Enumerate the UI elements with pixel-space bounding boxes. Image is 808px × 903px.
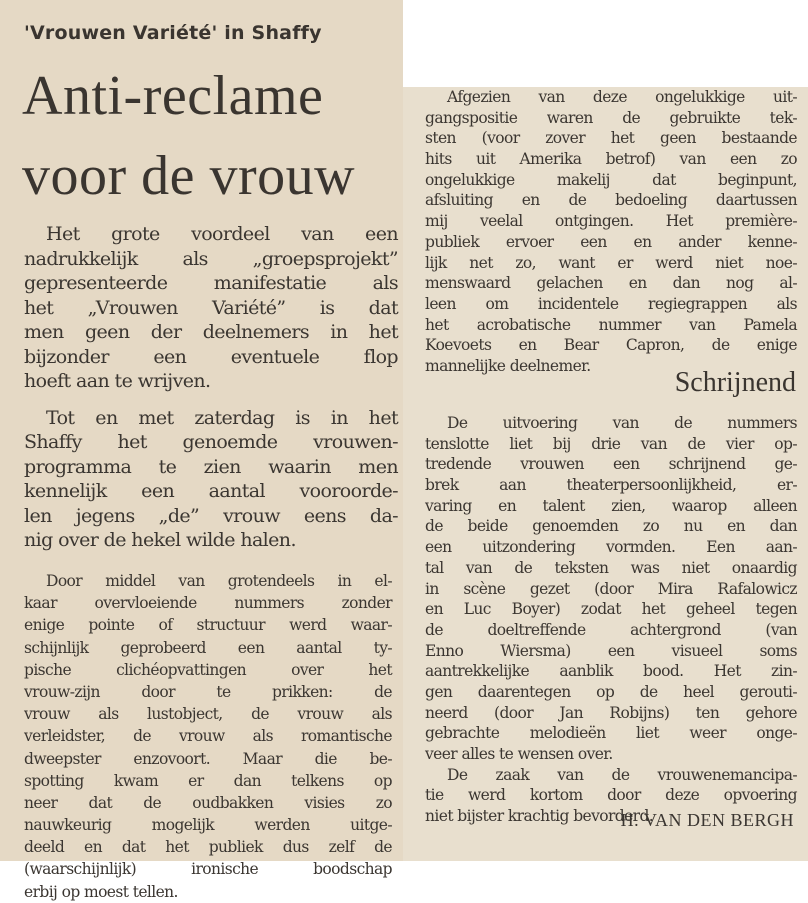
text-line: sten (voor zover het geen bestaande: [425, 129, 797, 148]
text-line: nauwkeurig mogelijk werden uitge-: [24, 816, 392, 835]
text-line: kennelijk een aantal vooroorde-: [24, 480, 398, 502]
text-line: kaar overvloeiende nummers zonder: [24, 594, 392, 613]
text-line: Door middel van grotendeels in el-: [46, 572, 392, 590]
text-line: spotting kwam er dan telkens op: [24, 771, 392, 790]
text-line: het „Vrouwen Variété” is dat: [24, 296, 398, 319]
text-line: veer alles te wensen over.: [425, 745, 613, 763]
right-body-text: [425, 87, 797, 377]
text-line: de beide genoemden zo nu en dan: [425, 517, 797, 536]
intro-text: [24, 222, 398, 553]
text-line: leen om incidentele regiegrappen als: [425, 294, 797, 313]
paragraph: [24, 406, 398, 553]
subheading: Schrijnend: [674, 367, 796, 398]
text-line: ongelukkige makelij dat beginpunt,: [425, 170, 797, 189]
text-line: bijzonder een eventuele flop: [24, 345, 398, 368]
text-line: verleidster, de vrouw als romantische: [24, 727, 392, 746]
text-line: Tot en met zaterdag is in het: [46, 406, 398, 429]
text-line: Het grote voordeel van een: [46, 223, 398, 245]
text-line: afsluiting en de bedoeling daartussen: [425, 191, 797, 210]
text-line: gen daarentegen op de heel gerouti-: [425, 682, 797, 701]
text-line: publiek ervoer een en ander kenne-: [425, 232, 797, 251]
text-line: aantrekkelijke aanblik bood. Het zin-: [425, 662, 797, 681]
right-column: [403, 87, 808, 861]
text-line: schijnlijk geprobeerd een aantal ty-: [24, 638, 392, 657]
text-line: len jegens „de” vrouw eens da-: [24, 504, 398, 527]
text-line: in scène gezet (door Mira Rafalowicz: [425, 579, 797, 598]
text-line: De uitvoering van de nummers: [447, 414, 797, 432]
text-line: De zaak van de vrouwenemancipa-: [447, 765, 797, 784]
text-line: tenslotte liet bij drie van de vier op-: [425, 434, 797, 453]
paragraph: [24, 570, 392, 903]
text-line: mij veelal ontgingen. Het première-: [425, 212, 797, 231]
text-line: lijk net zo, want er werd niet noe-: [425, 253, 797, 272]
text-line: deeld en dat het publiek dus zelf de: [24, 838, 392, 857]
text-line: nadrukkelijk als „groepsprojekt”: [24, 247, 398, 270]
text-line: hits uit Amerika betrof) van een zo: [425, 150, 797, 169]
headline-line-1: Anti-reclame: [22, 65, 324, 127]
right-body-text-2: [425, 413, 797, 827]
text-line: menswaard gelachen en dan nog al-: [425, 274, 797, 293]
left-column: [0, 0, 403, 901]
text-line: tal van de teksten was niet onaardig: [425, 558, 797, 577]
paragraph: [425, 413, 797, 765]
text-line: vrouw als lustobject, de vrouw als: [24, 705, 392, 724]
text-line: tredende vrouwen een schrijnend ge-: [425, 455, 797, 474]
text-line: gepresenteerde manifestatie als: [24, 272, 398, 294]
text-line: gebrachte melodieën liet weer onge-: [425, 724, 797, 743]
byline: H. VAN DEN BERGH: [620, 810, 794, 830]
left-body-text: [24, 570, 392, 903]
text-line: neer dat de oudbakken visies zo: [24, 793, 392, 812]
text-line: hoeft aan te wrijven.: [24, 370, 211, 392]
article-kicker: 'Vrouwen Variété' in Shaffy: [24, 22, 322, 44]
text-line: tie werd kortom door deze opvoering: [425, 786, 797, 805]
text-line: dweepster enzovoort. Maar die be-: [24, 749, 392, 768]
text-line: niet bijster krachtig bevorderd.: [425, 807, 654, 826]
headline-line-2: voor de vrouw: [22, 145, 356, 207]
text-line: brek aan theaterpersoonlijkheid, er-: [425, 476, 797, 495]
paragraph: [24, 222, 398, 394]
text-line: gangspositie waren de gebruikte tek-: [425, 108, 797, 127]
text-line: pische clichéopvattingen over het: [24, 660, 392, 679]
text-line: een uitzondering vormden. Een aan-: [425, 538, 797, 557]
text-line: Afgezien van deze ongelukkige uit-: [447, 88, 797, 106]
text-line: men geen der deelnemers in het: [24, 321, 398, 343]
text-line: enige pointe of structuur werd waar-: [24, 616, 392, 635]
text-line: Enno Wiersma) een visueel soms: [425, 641, 797, 660]
text-line: de doeltreffende achtergrond (van: [425, 620, 797, 639]
text-line: en Luc Boyer) zodat het geheel tegen: [425, 600, 797, 619]
text-line: erbij op moest tellen.: [24, 882, 178, 901]
text-line: vrouw-zijn door te prikken: de: [24, 682, 392, 701]
text-line: mannelijke deelnemer.: [425, 356, 591, 375]
text-line: nig over de hekel wilde halen.: [24, 529, 296, 551]
paragraph: [425, 87, 797, 377]
text-line: neerd (door Jan Robijns) ten gehore: [425, 703, 797, 722]
text-line: programma te zien waarin men: [24, 455, 398, 478]
text-line: (waarschijnlijk) ironische boodschap: [24, 860, 392, 879]
text-line: het acrobatische nummer van Pamela: [425, 315, 797, 334]
text-line: varing en talent zien, waarop alleen: [425, 496, 797, 515]
text-line: Shaffy het genoemde vrouwen-: [24, 431, 398, 453]
text-line: Koevoets en Bear Capron, de enige: [425, 336, 797, 355]
